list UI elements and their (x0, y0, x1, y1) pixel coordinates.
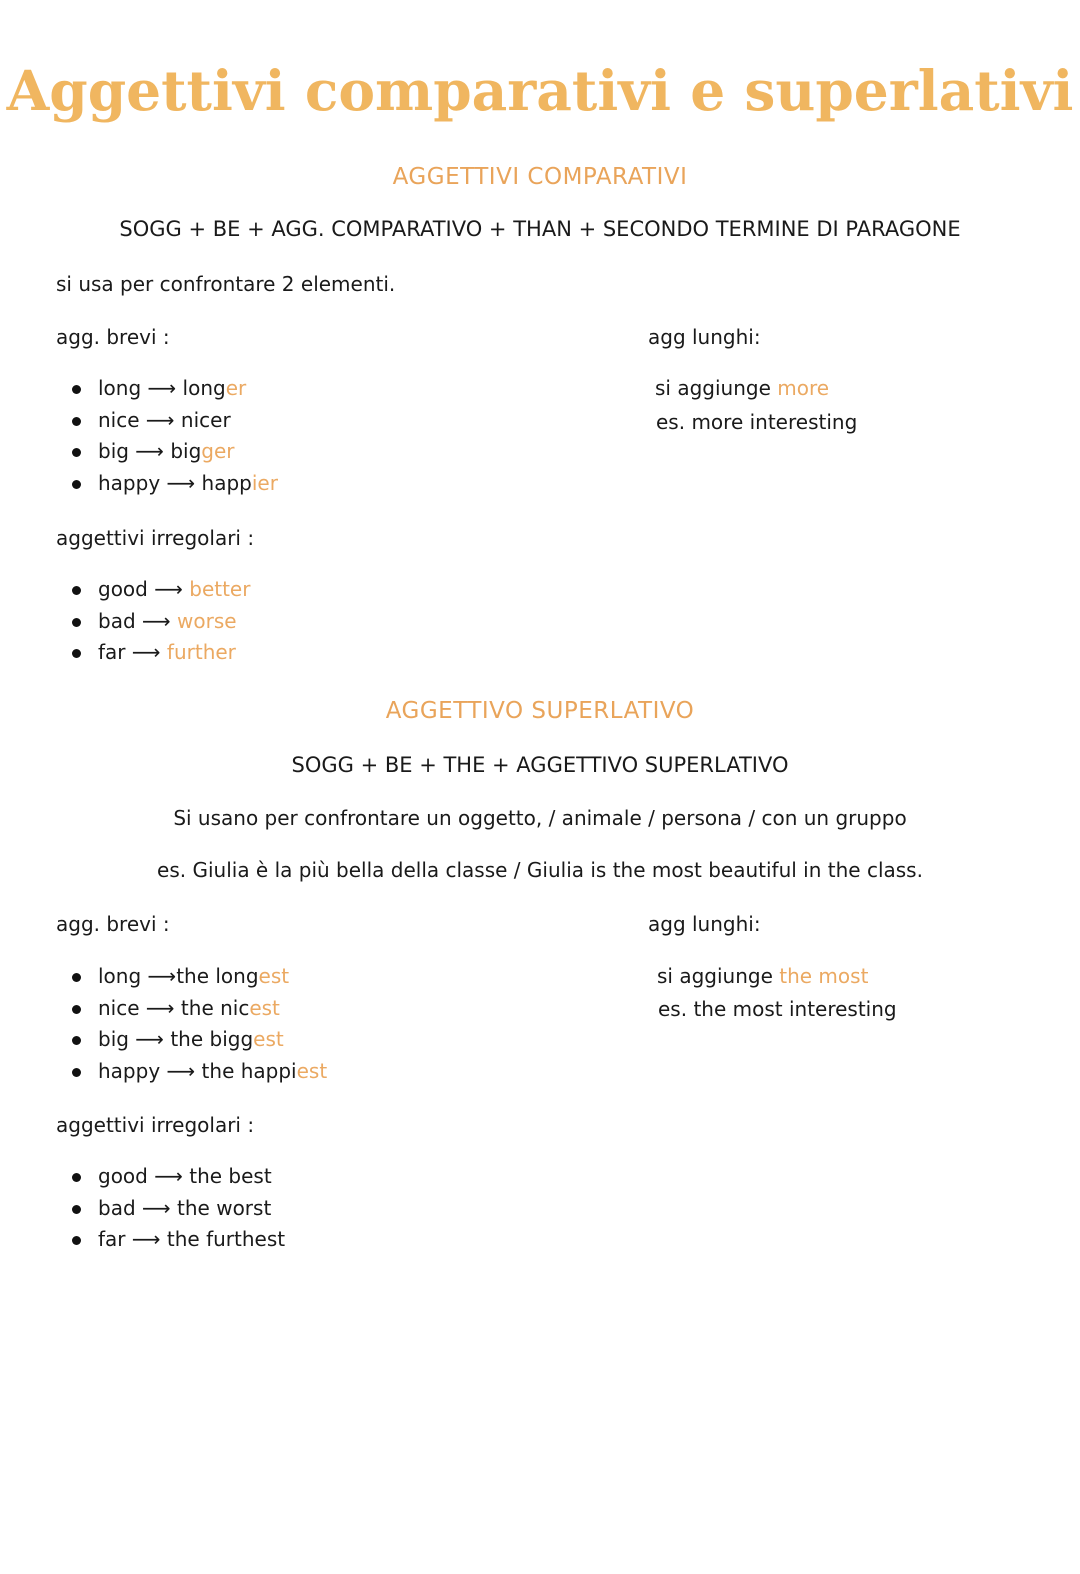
usage-comparativi: si usa per confrontare 2 elementi. (56, 272, 396, 296)
list-item: good ⟶ the best (56, 1161, 285, 1193)
label-lunghi-superlativi: agg lunghi: (648, 912, 761, 936)
list-item: big ⟶ bigger (56, 436, 278, 468)
list-item: bad ⟶ the worst (56, 1193, 285, 1225)
lunghi-example-superlativi: es. the most interesting (658, 997, 897, 1021)
list-item: nice ⟶ nicer (56, 405, 278, 437)
list-item: happy ⟶ happier (56, 468, 278, 500)
formula-comparativi: SOGG + BE + AGG. COMPARATIVO + THAN + SECONDO TERMINE DI PARAGONE (119, 217, 961, 241)
list-irregolari-superlativi (56, 1161, 285, 1256)
label-irregolari-comparativi: aggettivi irregolari : (56, 526, 255, 550)
list-item: long ⟶the longest (56, 961, 327, 993)
list-item: far ⟶ further (56, 637, 250, 669)
list-item: far ⟶ the furthest (56, 1224, 285, 1256)
label-brevi-comparativi: agg. brevi : (56, 325, 170, 349)
list-item: nice ⟶ the nicest (56, 993, 327, 1025)
label-lunghi-comparativi: agg lunghi: (648, 325, 761, 349)
page-title: Aggettivi comparativi e superlativi (6, 58, 1074, 123)
lunghi-rule-superlativi: si aggiunge the most (657, 964, 869, 988)
section-heading-comparativi: AGGETTIVI COMPARATIVI (392, 164, 688, 190)
list-brevi-comparativi (56, 373, 278, 499)
list-item: happy ⟶ the happiest (56, 1056, 327, 1088)
formula-superlativi: SOGG + BE + THE + AGGETTIVO SUPERLATIVO (291, 753, 789, 777)
usage-superlativi: Si usano per confrontare un oggetto, / animale / persona / con un gruppo (173, 806, 907, 830)
list-irregolari-comparativi (56, 574, 250, 669)
list-item: bad ⟶ worse (56, 606, 250, 638)
label-brevi-superlativi: agg. brevi : (56, 912, 170, 936)
example-superlativi: es. Giulia è la più bella della classe / Giulia is the most beautiful in the class. (157, 858, 923, 882)
lunghi-example-comparativi: es. more interesting (656, 410, 858, 434)
list-item: long ⟶ longer (56, 373, 278, 405)
lunghi-rule-comparativi: si aggiunge more (655, 376, 830, 400)
list-item: good ⟶ better (56, 574, 250, 606)
label-irregolari-superlativi: aggettivi irregolari : (56, 1113, 255, 1137)
section-heading-superlativi: AGGETTIVO SUPERLATIVO (385, 698, 695, 724)
list-item: big ⟶ the biggest (56, 1024, 327, 1056)
list-brevi-superlativi (56, 961, 327, 1087)
